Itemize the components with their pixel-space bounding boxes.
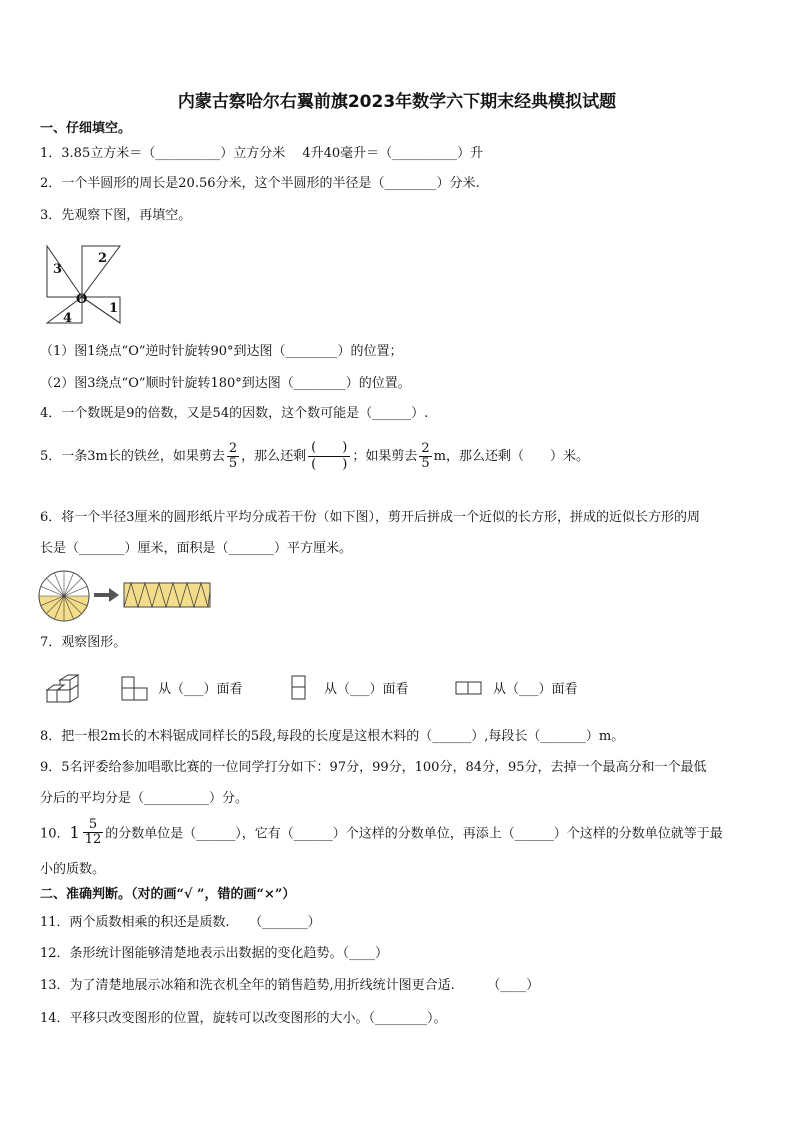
- question-11: 11．两个质数相乘的积还是质数. （_______）: [40, 915, 321, 930]
- question-3-2: （2）图3绕点“O”顺时针旋转180°到达图（________）的位置。: [40, 376, 411, 391]
- blank-denominator: ( ): [311, 457, 348, 472]
- pinwheel-label-1: 1: [109, 301, 119, 316]
- section-judgement-heading: 二、准确判断。（对的画“√ ”，错的画“×”）: [40, 887, 296, 902]
- pinwheel-figure: [44, 243, 124, 326]
- question-10-text: 的分数单位是（______），它有（______）个这样的分数单位，再添上（______）个这样的分数单位就等于最: [105, 826, 723, 842]
- sector-line: [46, 578, 64, 596]
- sector-line: [64, 578, 82, 596]
- pinwheel-label-3: 3: [53, 262, 63, 277]
- question-3-1: （1）图1绕点“O”逆时针旋转90°到达图（________）的位置；: [40, 344, 403, 359]
- mixed-fraction: [83, 818, 104, 847]
- fraction-denominator: 5: [421, 456, 430, 471]
- fraction-denominator: 5: [228, 456, 238, 471]
- view-label-2: 从（___）面看: [324, 682, 409, 697]
- question-1: 1．3.85立方米＝（__________）立方分米 4升40毫升＝（__________）升: [40, 146, 484, 161]
- question-10-line-2: 小的质数。: [40, 862, 106, 877]
- question-5-text-d: m，那么还剩（ ）米。: [433, 449, 589, 464]
- view-label-1: 从（___）面看: [158, 682, 243, 697]
- question-4: 4．一个数既是9的倍数，又是54的因数，这个数可能是（______）.: [40, 406, 429, 421]
- question-3: 3．先观察下图，再填空。: [40, 208, 192, 223]
- view-label-3: 从（___）面看: [493, 682, 578, 697]
- question-10-number: 10．: [40, 826, 70, 842]
- pinwheel-label-2: 2: [98, 251, 108, 266]
- question-14: 14．平移只改变图形的位置，旋转可以改变图形的大小。（________）。: [40, 1011, 447, 1026]
- question-9-line-2: 分后的平均分是（__________）分。: [40, 791, 249, 806]
- question-10: [40, 818, 723, 847]
- question-8: 8．把一根2m长的木料锯成同样长的5段,每段的长度是这根木料的（______）,每段长（_______）m。: [40, 729, 625, 744]
- mixed-whole: 1: [69, 822, 80, 842]
- question-12: 12．条形统计图能够清楚地表示出数据的变化趋势。（____）: [40, 946, 389, 961]
- blank-numerator: ( ): [308, 440, 350, 457]
- question-7: 7．观察图形。: [40, 635, 127, 650]
- question-13: 13．为了清楚地展示冰箱和洗衣机全年的销售趋势,用折线统计图更合适. （____）: [40, 978, 540, 993]
- question-5-text-a: 5．一条3m长的铁丝，如果剪去: [40, 449, 225, 464]
- question-5: [40, 440, 589, 473]
- arrow-icon: [94, 588, 120, 602]
- mixed-number: [70, 818, 106, 847]
- question-5-text-c: ；如果剪去: [352, 449, 418, 464]
- approximate-rectangle-figure: [123, 582, 211, 608]
- question-5-text-b: ，那么还剩: [241, 449, 307, 464]
- pinwheel-label-4: 4: [63, 311, 73, 326]
- question-2: 2．一个半圆形的周长是20.56分米，这个半圆形的半径是（________）分米.: [40, 176, 480, 191]
- view-figure-3: [455, 681, 483, 695]
- question-6-line-1: 6．将一个半径3厘米的圆形纸片平均分成若干份（如下图），剪开后拼成一个近似的长方形，拼成的近似长方形的周: [40, 510, 701, 525]
- cube-stack-figure: [46, 674, 80, 704]
- section-fill-blank-heading: 一、仔细填空。: [40, 121, 132, 136]
- question-9-line-1: 9．5名评委给参加唱歌比赛的一位同学打分如下：97分，99分，100分，84分，95分，去掉一个最高分和一个最低: [40, 760, 707, 775]
- fraction-denominator: 12: [84, 832, 102, 847]
- fraction-two-fifths: [227, 442, 239, 471]
- fraction-numerator: 2: [421, 441, 430, 456]
- divided-circle-figure: [38, 570, 90, 622]
- pinwheel-center-label: O: [76, 292, 88, 307]
- view-figure-1: [121, 676, 149, 701]
- fraction-two-fifths-m: [419, 442, 431, 471]
- fraction-numerator: 5: [83, 818, 104, 833]
- blank-fraction: [308, 440, 350, 473]
- view-figure-2: [291, 675, 307, 700]
- page-title: 内蒙古察哈尔右翼前旗2023年数学六下期末经典模拟试题: [177, 92, 617, 112]
- fraction-numerator: 2: [228, 441, 238, 456]
- question-6-line-2: 长是（_______）厘米，面积是（_______）平方厘米。: [40, 541, 353, 556]
